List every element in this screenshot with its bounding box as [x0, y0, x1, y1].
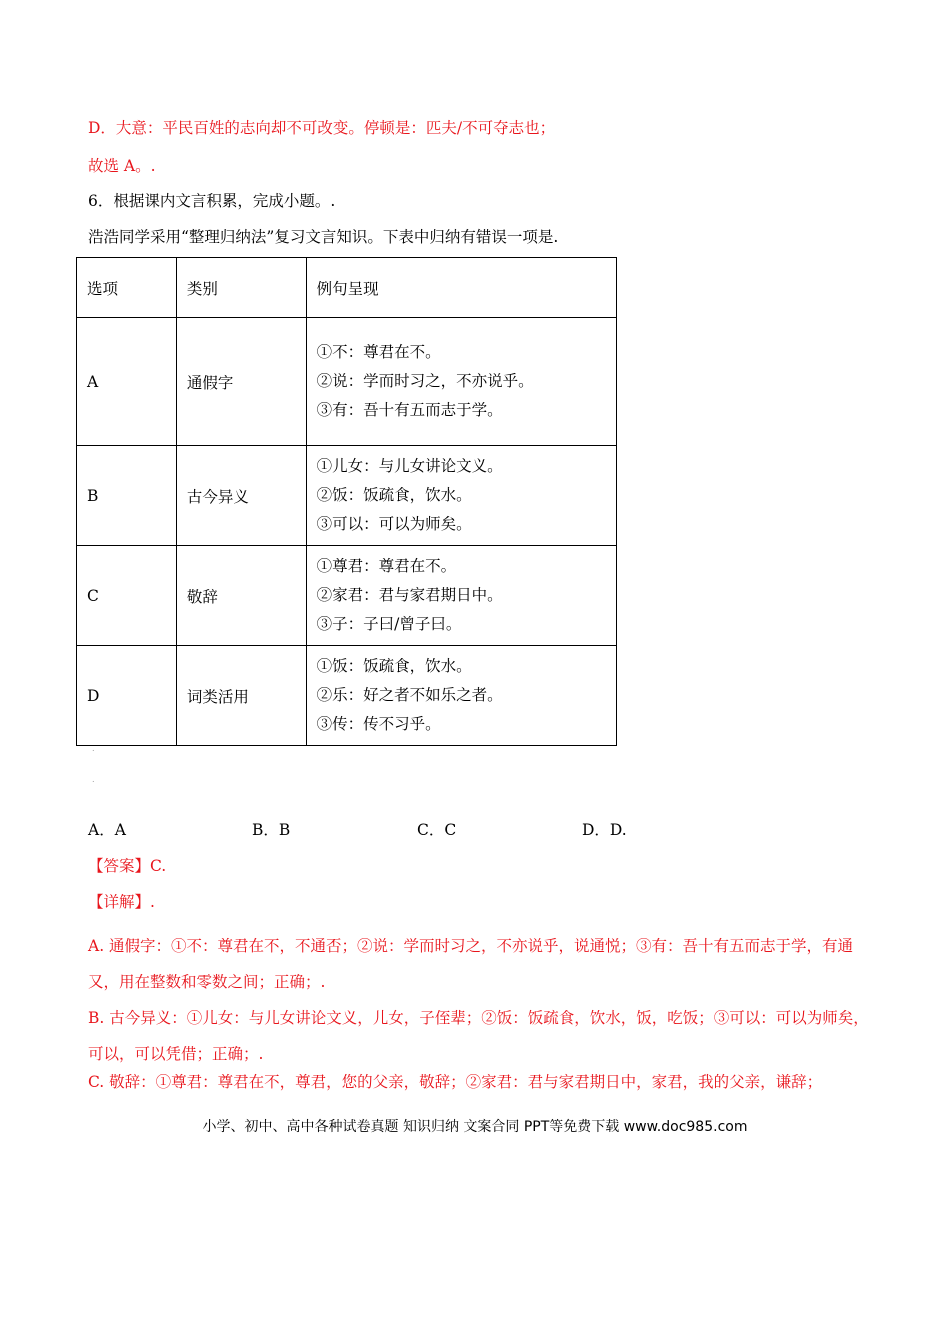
explanation-c: C. 敬辞：①尊君：尊君在不，尊君，您的父亲，敬辞；②家君：君与家君期日中，家君，我的父亲，谦辞；	[88, 1073, 823, 1091]
row-examples	[306, 446, 616, 546]
example-line: ③可以：可以为师矣。	[316, 515, 472, 533]
explanation-a: A. 通假字：①不：尊君在不，不通否；②说：学而时习之，不亦说乎，说通悦；③有：吾十有五而志于学，有通又，用在整数和零数之间；正确；.	[88, 937, 854, 991]
table-row	[77, 446, 617, 546]
row-option: B	[77, 446, 177, 546]
example-line: ②饭：饭疏食，饮水。	[316, 486, 472, 504]
example-line: ①儿女：与儿女讲论文义。	[316, 457, 503, 475]
example-line: ②乐：好之者不如乐之者。	[316, 686, 503, 704]
header-examples: 例句呈现	[306, 258, 616, 318]
row-option: D	[77, 646, 177, 746]
choice-c: C．C	[417, 821, 457, 839]
stray-dot: .	[92, 744, 95, 753]
example-line: ①饭：饭疏食，饮水。	[316, 657, 472, 675]
row-category: 词类活用	[176, 646, 306, 746]
choice-d: D．D.	[582, 821, 627, 839]
previous-answer: 故选 A。.	[88, 157, 156, 175]
example-line: ①尊君：尊君在不。	[316, 557, 457, 575]
row-examples	[306, 646, 616, 746]
knowledge-table	[76, 257, 617, 746]
table-row	[77, 318, 617, 446]
table-row	[77, 546, 617, 646]
option-d-explanation: D．大意：平民百姓的志向却不可改变。停顿是：匹夫/不可夺志也；	[88, 119, 556, 137]
choice-a: A．A	[88, 821, 126, 839]
example-line: ③有：吾十有五而志于学。	[316, 401, 503, 419]
choice-b: B．B	[252, 821, 291, 839]
stray-dot: .	[92, 775, 95, 784]
detail-label: 【详解】.	[88, 893, 155, 911]
question-title: 6．根据课内文言积累，完成小题。.	[88, 192, 336, 210]
example-line: ②家君：君与家君期日中。	[316, 586, 503, 604]
example-line: ②说：学而时习之，不亦说乎。	[316, 372, 534, 390]
row-option: C	[77, 546, 177, 646]
table-header-row	[77, 258, 617, 318]
page-footer: 小学、初中、高中各种试卷真题 知识归纳 文案合同 PPT等免费下载 www.doc985.com	[202, 1119, 748, 1135]
row-examples	[306, 546, 616, 646]
example-line: ③子：子曰/曾子曰。	[316, 615, 462, 633]
row-category: 古今异义	[176, 446, 306, 546]
header-category: 类别	[176, 258, 306, 318]
explanation-b: B. 古今异义：①儿女：与儿女讲论文义，儿女，子侄辈；②饭：饭疏食，饮水，饭，吃饭；③可以：可以为师矣，可以，可以凭借；正确；.	[88, 1009, 869, 1063]
row-examples	[306, 318, 616, 446]
header-option: 选项	[77, 258, 177, 318]
answer: 【答案】C.	[88, 857, 167, 875]
row-category: 通假字	[176, 318, 306, 446]
table-row	[77, 646, 617, 746]
example-line: ③传：传不习乎。	[316, 715, 441, 733]
example-line: ①不：尊君在不。	[316, 343, 441, 361]
row-option: A	[77, 318, 177, 446]
row-category: 敬辞	[176, 546, 306, 646]
question-prompt: 浩浩同学采用“整理归纳法”复习文言知识。下表中归纳有错误一项是.	[88, 228, 559, 246]
